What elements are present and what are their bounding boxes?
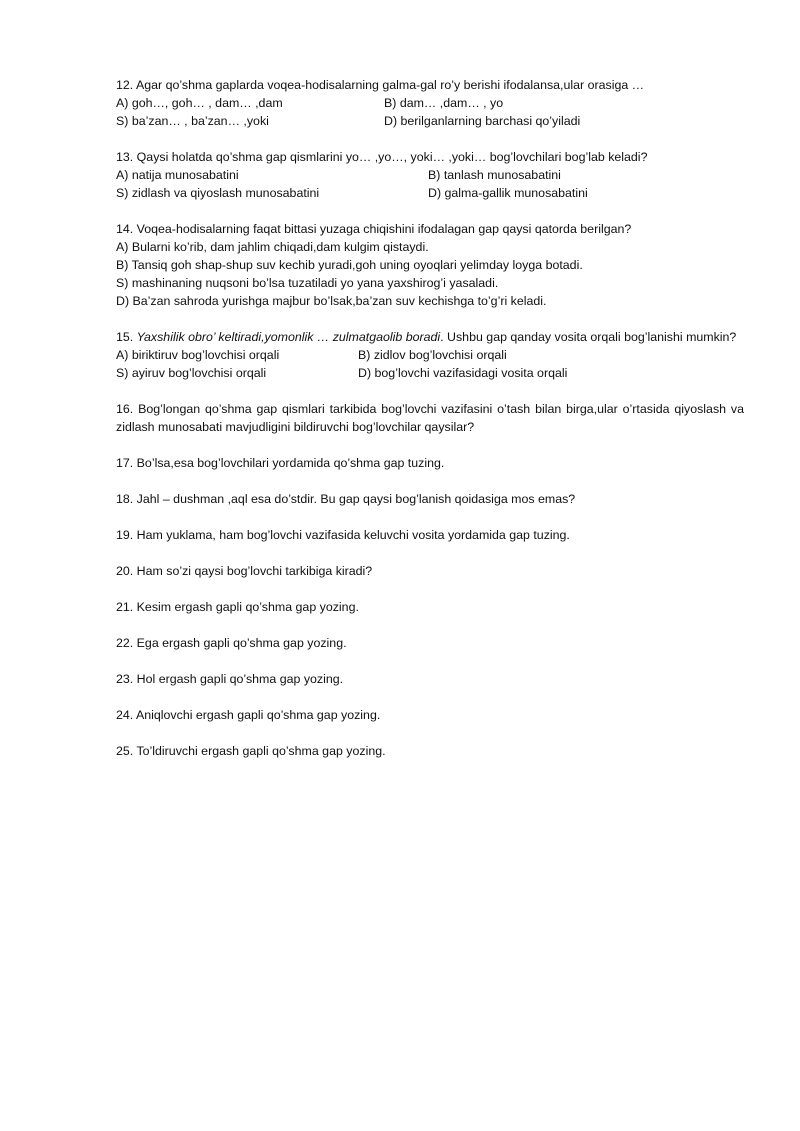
question-23 [116, 670, 744, 688]
question-20-text: 20. Ham so’zi qaysi bog’lovchi tarkibiga kiradi? [116, 564, 373, 578]
question-13-text: 13. Qaysi holatda qo’shma gap qismlarini yo… ,yo…, yoki… ,yoki… bog’lovchilari bog’lab keladi? [116, 150, 648, 164]
question-15-text [116, 328, 744, 346]
question-15-option-s: S) ayiruv bog’lovchisi orqali [116, 366, 267, 380]
question-15-option-b: B) zidlov bog’lovchisi orqali [358, 348, 507, 362]
question-24-text: 24. Aniqlovchi ergash gapli qo’shma gap yozing. [116, 708, 381, 722]
question-23-text: 23. Hol ergash gapli qo’shma gap yozing. [116, 672, 344, 686]
question-15-option-a: A) biriktiruv bog’lovchisi orqali [116, 348, 280, 362]
question-19 [116, 526, 744, 544]
question-15-question: . Ushbu gap qanday vosita orqali bog’lanishi mumkin? [440, 330, 737, 344]
question-15-option-d: D) bog’lovchi vazifasidagi vosita orqali [358, 366, 568, 380]
question-15-quoted-sentence: Yaxshilik obro’ keltiradi,yomonlik … zulmatgaolib boradi [136, 330, 441, 344]
question-14-text: 14. Voqea-hodisalarning faqat bittasi yuzaga chiqishini ifodalagan gap qaysi qatorda berilgan? [116, 222, 632, 236]
document-page [116, 76, 744, 778]
question-14-option-s: S) mashinaning nuqsoni bo’lsa tuzatiladi yo yana yaxshirog’i yasaladi. [116, 276, 499, 290]
question-13-options [116, 166, 744, 202]
question-24 [116, 706, 744, 724]
question-22-text: 22. Ega ergash gapli qo’shma gap yozing. [116, 636, 347, 650]
question-14-option-d: D) Ba’zan sahroda yurishga majbur bo’lsak,ba’zan suv kechishga to’g’ri keladi. [116, 294, 547, 308]
question-17 [116, 454, 744, 472]
question-18-text: 18. Jahl – dushman ,aql esa do’stdir. Bu gap qaysi bog’lanish qoidasiga mos emas? [116, 492, 576, 506]
question-21-text: 21. Kesim ergash gapli qo’shma gap yozing. [116, 600, 359, 614]
question-20 [116, 562, 744, 580]
question-13-option-b: B) tanlash munosabatini [428, 168, 561, 182]
question-15-options [116, 346, 744, 382]
question-21 [116, 598, 744, 616]
question-25-text: 25. To’ldiruvchi ergash gapli qo’shma gap yozing. [116, 744, 386, 758]
question-16-text: 16. Bog’longan qo’shma gap qismlari tarkibida bog’lovchi vazifasini o’tash bilan birga,ular o’rtasida qiyoslash va zidlash munosabati mavjudligini bildiruvchi bog’lovchilar qaysilar? [116, 402, 744, 434]
question-15-number: 15. [116, 330, 137, 344]
question-12-option-s: S) ba’zan… , ba’zan… ,yoki [116, 114, 269, 128]
question-13-option-a: A) natija munosabatini [116, 168, 239, 182]
question-15 [116, 328, 744, 382]
question-14-option-b: B) Tansiq goh shap-shup suv kechib yuradi,goh uning oyoqlari yelimday loyga botadi. [116, 258, 583, 272]
question-12-options [116, 94, 744, 130]
question-12 [116, 76, 744, 130]
question-16 [116, 400, 744, 436]
question-12-option-b: B) dam… ,dam… , yo [384, 96, 504, 110]
question-13-option-s: S) zidlash va qiyoslash munosabatini [116, 186, 320, 200]
question-12-text: 12. Agar qo’shma gaplarda voqea-hodisalarning galma-gal ro’y berishi ifodalansa,ular orasiga … [116, 78, 645, 92]
question-17-text: 17. Bo’lsa,esa bog’lovchilari yordamida qo’shma gap tuzing. [116, 456, 445, 470]
question-22 [116, 634, 744, 652]
question-12-option-d: D) berilganlarning barchasi qo’yiladi [384, 114, 581, 128]
question-12-option-a: A) goh…, goh… , dam… ,dam [116, 96, 283, 110]
question-14-option-a: A) Bularni ko’rib, dam jahlim chiqadi,dam kulgim qistaydi. [116, 240, 429, 254]
question-14 [116, 220, 744, 310]
question-18 [116, 490, 744, 508]
question-25 [116, 742, 744, 760]
question-13-option-d: D) galma-gallik munosabatini [428, 186, 588, 200]
question-19-text: 19. Ham yuklama, ham bog’lovchi vazifasida keluvchi vosita yordamida gap tuzing. [116, 528, 570, 542]
question-13 [116, 148, 744, 202]
